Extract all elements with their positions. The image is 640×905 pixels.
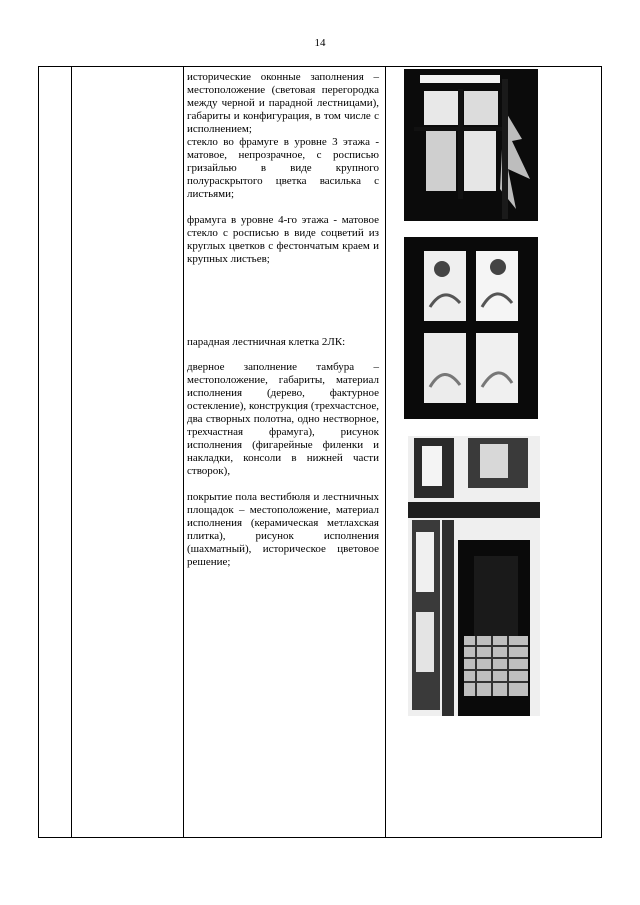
photo-window-partition	[404, 69, 538, 221]
document-table	[38, 66, 602, 838]
window-partition-image	[404, 69, 538, 221]
page-number: 14	[314, 37, 326, 49]
transom-image	[404, 237, 538, 419]
photo-transom	[404, 237, 538, 419]
column-divider	[71, 67, 72, 837]
paragraph-glass-3rd-floor: стекло во фрамуге в уровне 3 этажа - матовое, непрозрачное, с росписью гризайлью в виде крупного полураскрытого цветка василька с листьями;	[187, 136, 379, 200]
paragraph-transom-4th-floor: фрамуга в уровне 4-го этажа - матовое стекло с росписью в виде соцветий из круглых цветков с фестончатым краем и крупных листьев;	[187, 214, 379, 265]
paragraph-floor-covering: покрытие пола вестибюля и лестничных площадок – местоположение, материал исполнения (керамическая метлахская плитка), рисунок исполнения (шахматный), историческое цветовое решение;	[187, 491, 379, 568]
paragraph-window-fillings: исторические оконные заполнения – местоположение (световая перегородка между черной и парадной лестницами), габариты и конфигурация, в том числе с исполнением;	[187, 71, 379, 135]
column-divider	[183, 67, 184, 837]
vestibule-door-image	[408, 436, 540, 716]
photo-vestibule-door	[408, 436, 540, 716]
paragraph-vestibule-door: дверное заполнение тамбура – местоположение, габариты, материал исполнения (дерево, фактурное остекление), конструкция (трехчастсное, два створных полотна, одно нестворное, трехчастная фрамуга), рисунок исполнения (фигарейные филенки и накладки, консоли в нижней части створок),	[187, 361, 379, 477]
column-divider	[385, 67, 386, 837]
description-column	[187, 71, 379, 569]
paragraph-staircase-2lk: парадная лестничная клетка 2ЛК:	[187, 336, 346, 348]
